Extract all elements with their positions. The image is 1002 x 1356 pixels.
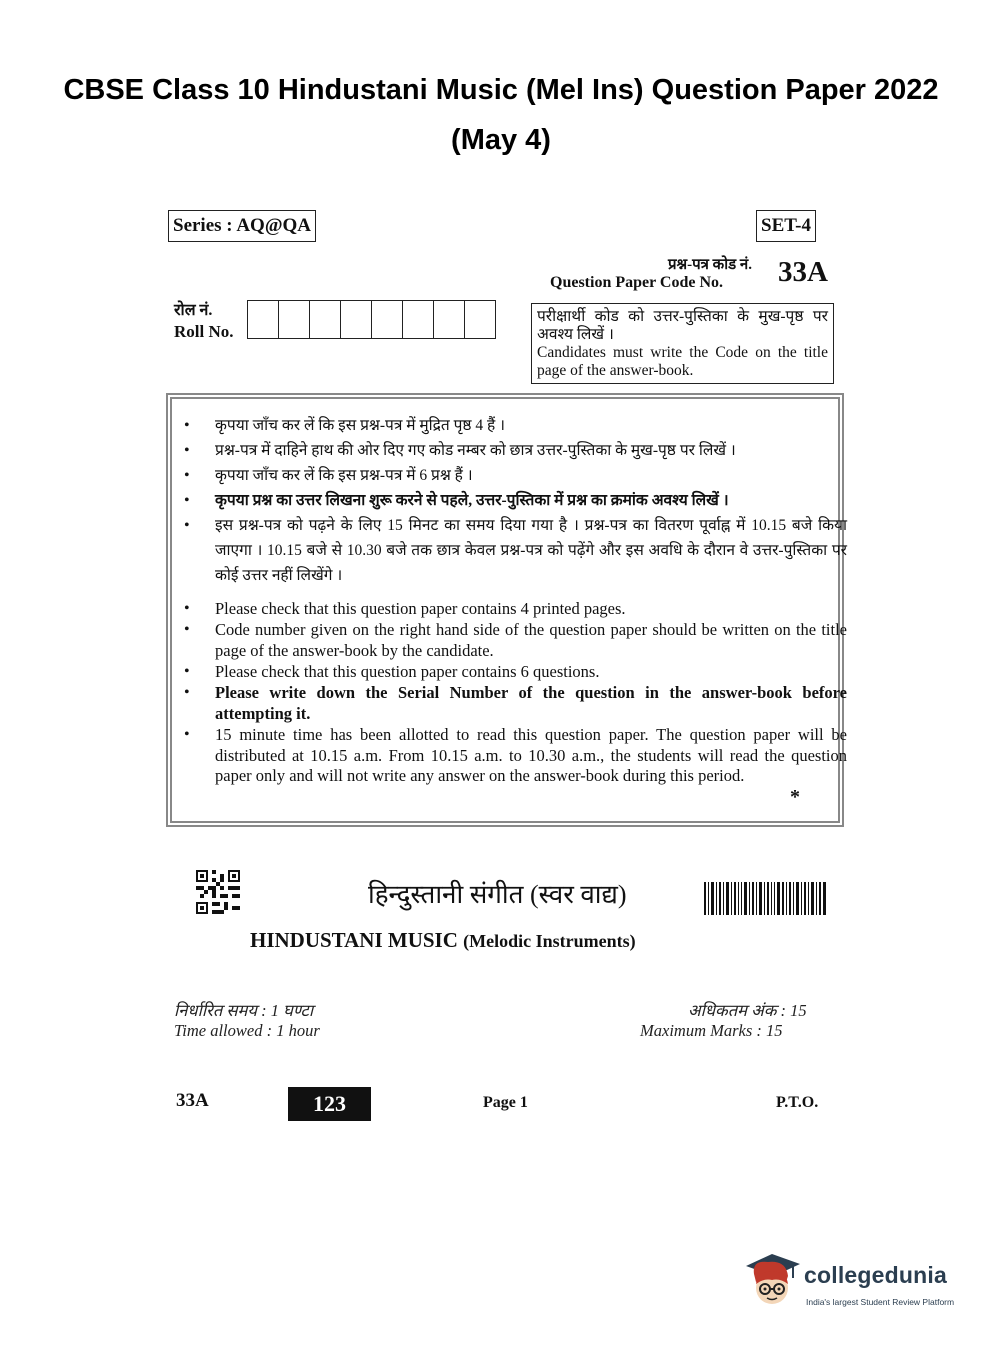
code-label-english: Question Paper Code No. [550, 274, 724, 291]
code-value: 33A [778, 256, 828, 288]
instruction-text: कृपया जाँच कर लें कि इस प्रश्न-पत्र में 6 प्रश्न हैं । [215, 467, 473, 484]
roll-cell [341, 301, 372, 338]
roll-cell [310, 301, 341, 338]
bullet: • [184, 684, 190, 701]
page-title [0, 70, 1002, 160]
roll-cell [403, 301, 434, 338]
subject-title-hindi: हिन्दुस्तानी संगीत (स्वर वाद्य) [368, 880, 627, 909]
candidate-note-box [531, 303, 834, 384]
qr-code-icon [196, 870, 240, 914]
barcode-icon [704, 882, 826, 915]
star-mark: * [790, 786, 800, 808]
bullet: • [184, 726, 190, 743]
roll-cell [279, 301, 310, 338]
candidate-note-hindi: परीक्षार्थी कोड को उत्तर-पुस्तिका के मुख-पृष्ठ पर अवश्य लिखें । [537, 308, 828, 343]
instruction-text: Code number given on the right hand side of the question paper should be written on the title page of the answer-book by the candidate. [215, 620, 847, 660]
bullet: • [184, 417, 190, 434]
instruction-text: इस प्रश्न-पत्र को पढ़ने के लिए 15 मिनट का समय दिया गया है । प्रश्न-पत्र का वितरण पूर्वाह्न में 10.15 बजे किया जाएगा । 10.15 बजे से 10.30 बजे तक छात्र केवल प्रश्न-पत्र को पढ़ेंगे और इस अवधि के दौरान वे उत्तर-पुस्तिका पर कोई उत्तर नहीं लिखेंगे । [215, 517, 847, 584]
instructions-box [166, 393, 847, 827]
page-title-line2: (May 4) [451, 124, 551, 156]
roll-cell [372, 301, 403, 338]
series-label: Series : AQ@QA [168, 210, 316, 242]
time-allowed-english: Time allowed : 1 hour [174, 1021, 320, 1040]
bullet: • [184, 517, 190, 534]
roll-label-hindi: रोल नं. [174, 302, 213, 319]
footer-number-badge: 123 [288, 1087, 371, 1121]
subject-subtitle: (Melodic Instruments) [463, 931, 636, 951]
code-label-hindi: प्रश्न-पत्र कोड नं. [668, 257, 752, 273]
candidate-note-english: Candidates must write the Code on the title page of the answer-book. [537, 344, 828, 379]
brand-name: collegedunia [804, 1262, 947, 1288]
max-marks-hindi: अधिकतम अंक : 15 [688, 1001, 807, 1020]
bullet: • [184, 600, 190, 617]
time-allowed-hindi: निर्धारित समय : 1 घण्टा [174, 1001, 314, 1020]
footer-pto: P.T.O. [776, 1094, 819, 1111]
instruction-text: 15 minute time has been allotted to read this question paper. The question paper will be distributed at 10.15 a.m. From 10.15 a.m. to 10.30 a.m., the students will read the question paper only and will not write any answer on the answer-book during this period. [215, 725, 847, 785]
instruction-text: कृपया प्रश्न का उत्तर लिखना शुरू करने से पहले, उत्तर-पुस्तिका में प्रश्न का क्रमांक अवश्य लिखें । [215, 492, 729, 509]
instruction-text: Please check that this question paper contains 4 printed pages. [215, 599, 626, 618]
instruction-text: कृपया जाँच कर लें कि इस प्रश्न-पत्र में मुद्रित पृष्ठ 4 हैं । [215, 417, 506, 434]
brand-tagline: India's largest Student Review Platform [806, 1297, 955, 1307]
roll-number-grid [247, 300, 496, 339]
page-title-line1: CBSE Class 10 Hindustani Music (Mel Ins) Question Paper 2022 [63, 74, 939, 106]
footer-code: 33A [176, 1090, 209, 1111]
roll-label-english: Roll No. [174, 322, 234, 341]
instruction-text: Please check that this question paper contains 6 questions. [215, 662, 600, 681]
max-marks-english: Maximum Marks : 15 [640, 1021, 783, 1040]
bullet: • [184, 492, 190, 509]
bullet: • [184, 467, 190, 484]
subject-name: HINDUSTANI MUSIC [250, 928, 458, 952]
roll-cell [248, 301, 279, 338]
bullet: • [184, 621, 190, 638]
instruction-text: प्रश्न-पत्र में दाहिने हाथ की ओर दिए गए कोड नम्बर को छात्र उत्तर-पुस्तिका के मुख-पृष्ठ पर लिखें । [215, 442, 736, 459]
bullet: • [184, 663, 190, 680]
roll-cell [465, 301, 496, 338]
roll-cell [434, 301, 465, 338]
bullet: • [184, 442, 190, 459]
instruction-text: Please write down the Serial Number of the question in the answer-book before attempting it. [215, 683, 847, 723]
subject-title-english [250, 928, 636, 953]
footer-page: Page 1 [483, 1094, 528, 1111]
set-label: SET-4 [756, 210, 816, 242]
collegedunia-logo-icon [742, 1248, 804, 1310]
